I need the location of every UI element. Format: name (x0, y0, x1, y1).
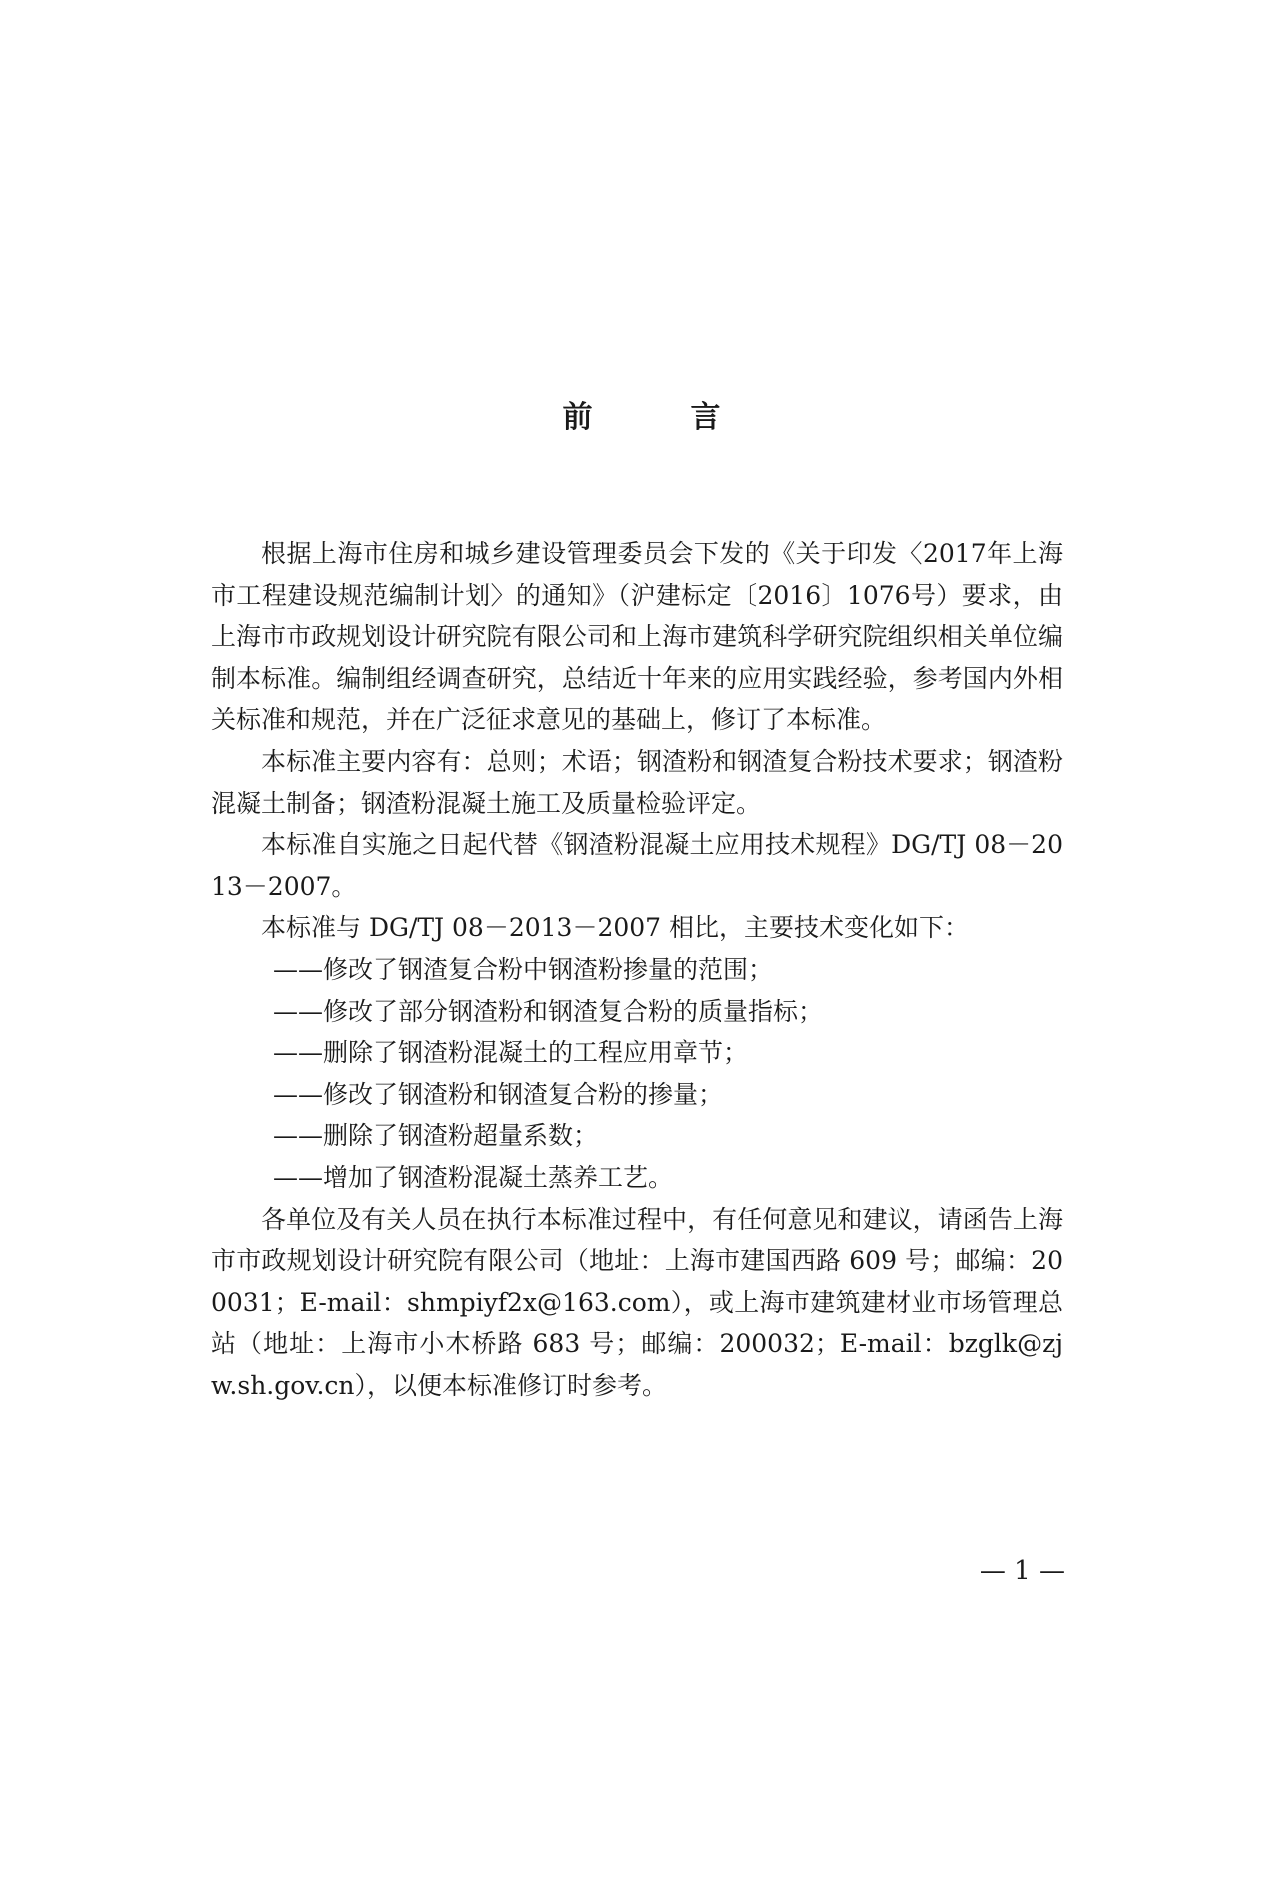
paragraph-feedback: 各单位及有关人员在执行本标准过程中，有任何意见和建议，请函告上海市市政规划设计研究院有限公司（地址：上海市建国西路 609 号；邮编：200031；E-mail：shmpiyf2x@163.com），或上海市建筑建材业市场管理总站（地址：上海市小木桥路 683 号；邮编：200032；E-mail：bzglk@zjw.sh.gov.cn），以便本标准修订时参考。 (211, 1204, 1063, 1400)
paragraph-contents: 本标准主要内容有：总则；术语；钢渣粉和钢渣复合粉技术要求；钢渣粉混凝土制备；钢渣粉混凝土施工及质量检验评定。 (211, 746, 1063, 818)
change-item: ——修改了钢渣粉和钢渣复合粉的掺量； (273, 1079, 724, 1109)
page-footer (0, 1556, 1283, 1586)
changes-list (211, 949, 1063, 1199)
change-item: ——删除了钢渣粉超量系数； (273, 1121, 599, 1151)
paragraph-background: 根据上海市住房和城乡建设管理委员会下发的《关于印发〈2017年上海市工程建设规范编制计划〉的通知》（沪建标定〔2016〕1076号）要求，由上海市市政规划设计研究院有限公司和上海市建筑科学研究院组织相关单位编制本标准。编制组经调查研究，总结近十年来的应用实践经验，参考国内外相关标准和规范，并在广泛征求意见的基础上，修订了本标准。 (211, 539, 1063, 735)
change-item: ——增加了钢渣粉混凝土蒸养工艺。 (273, 1162, 674, 1192)
page-title: 前 言 (562, 400, 755, 435)
preface-body (211, 533, 1063, 1406)
paragraph-replacement: 本标准自实施之日起代替《钢渣粉混凝土应用技术规程》DG/TJ 08－2013－2007。 (211, 830, 1063, 901)
change-item: ——修改了钢渣复合粉中钢渣粉掺量的范围； (273, 954, 774, 984)
change-item: ——删除了钢渣粉混凝土的工程应用章节； (273, 1038, 749, 1068)
change-item: ——修改了部分钢渣粉和钢渣复合粉的质量指标； (273, 996, 824, 1026)
paragraph-changes-intro: 本标准与 DG/TJ 08－2013－2007 相比，主要技术变化如下： (261, 913, 970, 943)
page-number: — 1 — (979, 1556, 1065, 1586)
